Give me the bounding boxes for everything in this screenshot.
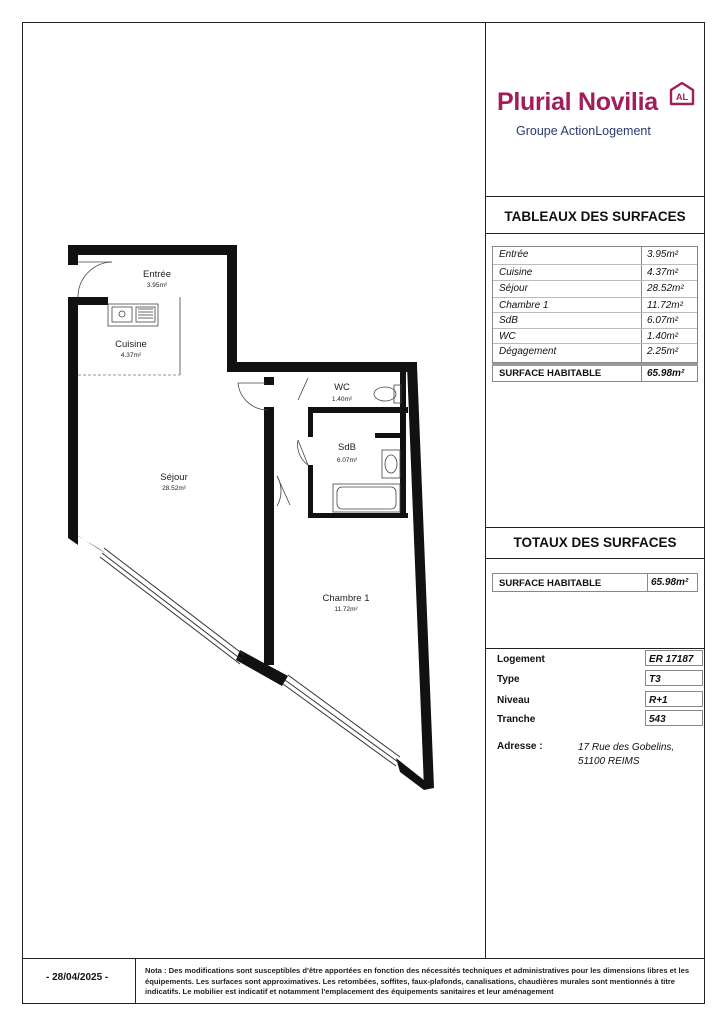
wall [308,407,313,437]
type-row [485,670,705,690]
room-area-chambre: 11.72m² [334,606,358,613]
total-label: SURFACE HABITABLE [499,368,602,379]
row-label: SdB [499,315,518,326]
brand-group-text: Groupe ActionLogement [516,124,651,138]
wall [308,465,313,517]
room-name-cuisine: Cuisine [115,339,147,350]
window-chambre [283,675,400,766]
wall [227,362,417,372]
room-name-chambre: Chambre 1 [322,593,370,604]
wall [78,297,108,305]
row-value: 6.07m² [647,315,679,326]
column-separator [641,366,642,381]
room-area-entree: 3.95m² [146,282,168,289]
window-sejour [100,548,244,664]
wall [264,377,274,385]
toilet-fixture [374,385,401,403]
wall [68,245,236,255]
wall [68,297,78,537]
tranche-label: Tranche [497,714,536,725]
row-label: Chambre 1 [499,300,549,311]
adresse-label: Adresse : [497,741,543,752]
surfaces-title: TABLEAUX DES SURFACES [504,209,686,224]
table-row [493,280,697,297]
room-area-sejour: 28.52m² [162,485,186,492]
footer-divider [22,958,705,959]
room-name-wc: WC [334,382,350,393]
total-value: 65.98m² [647,368,685,379]
type-value: T3 [649,674,661,685]
room-area-wc: 1.40m² [331,396,353,403]
divider [485,196,705,197]
surfaces-table [492,246,698,363]
room-labels [115,269,369,613]
brand-group [516,124,651,138]
column-separator [647,574,648,591]
badge-text: AL [676,92,688,102]
brand-logo-text: Plurial Novilia [497,88,658,116]
footer-note: Nota : Des modifications sont susceptibles d'être apportées en fonction des nécessités techniques et administratives pour les dimensions libres et les équipements. Les surfaces sont approximatives. Les retombées, soffites, faux-plafonds, canalisations, chaudières murales sont mentionnés à titre indicatifs. Le mobilier est indicatif et notamment l'emplacement des équipements sanitaires et leur aménagement [145,966,690,996]
footer-separator [135,958,136,1004]
slanted-wall [407,365,434,788]
tranche-value: 543 [649,714,666,725]
divider [485,558,705,559]
room-area-cuisine: 4.37m² [120,352,142,359]
row-value: 3.95m² [647,249,679,260]
room-name-sdb: SdB [338,442,356,453]
type-label: Type [497,674,520,685]
surfaces-total-row [492,366,698,382]
wall [308,407,408,413]
floor-plan [40,230,460,800]
tranche-row [485,710,705,730]
al-badge-icon [669,82,695,106]
right-panel-divider [485,22,486,958]
logement-row [485,650,705,670]
totaux-label: SURFACE HABITABLE [499,578,602,589]
adresse-line2: 51100 REIMS [578,756,640,767]
adresse-line1: 17 Rue des Gobelins, [578,742,675,753]
row-label: Cuisine [499,267,533,278]
row-value: 4.37m² [647,267,679,278]
wall [68,245,78,265]
niveau-label: Niveau [497,695,530,706]
totaux-table [492,573,698,592]
table-row [493,343,697,360]
footer-date: - 28/04/2025 - [46,972,109,983]
table-row [493,247,697,263]
row-label: Dégagement [499,346,557,357]
totaux-title: TOTAUX DES SURFACES [513,535,677,550]
niveau-value: R+1 [649,695,668,706]
row-value: 11.72m² [647,300,683,311]
row-label: Entrée [499,249,529,260]
adresse-value [578,741,674,769]
totaux-value: 65.98m² [651,577,689,588]
divider [485,527,705,528]
wall [375,433,405,438]
divider [485,648,705,649]
table-row [493,264,697,281]
niveau-row [485,691,705,711]
entrance-door [78,262,112,297]
row-label: Séjour [499,283,528,294]
row-value: 1.40m² [647,331,679,342]
row-value: 2.25m² [647,346,679,357]
table-row [493,312,697,329]
row-value: 28.52m² [647,283,684,294]
row-label: WC [499,331,516,342]
logement-label: Logement [497,654,545,665]
room-name-entree: Entrée [143,269,171,280]
divider [485,233,705,234]
wall [236,650,288,686]
wall [308,513,408,518]
room-name-sejour: Séjour [160,472,188,483]
room-area-sdb: 6.07m² [336,457,358,464]
kitchen-sink [108,297,180,375]
logement-value: ER 17187 [649,654,694,665]
wall [264,407,274,665]
wall [227,245,237,370]
